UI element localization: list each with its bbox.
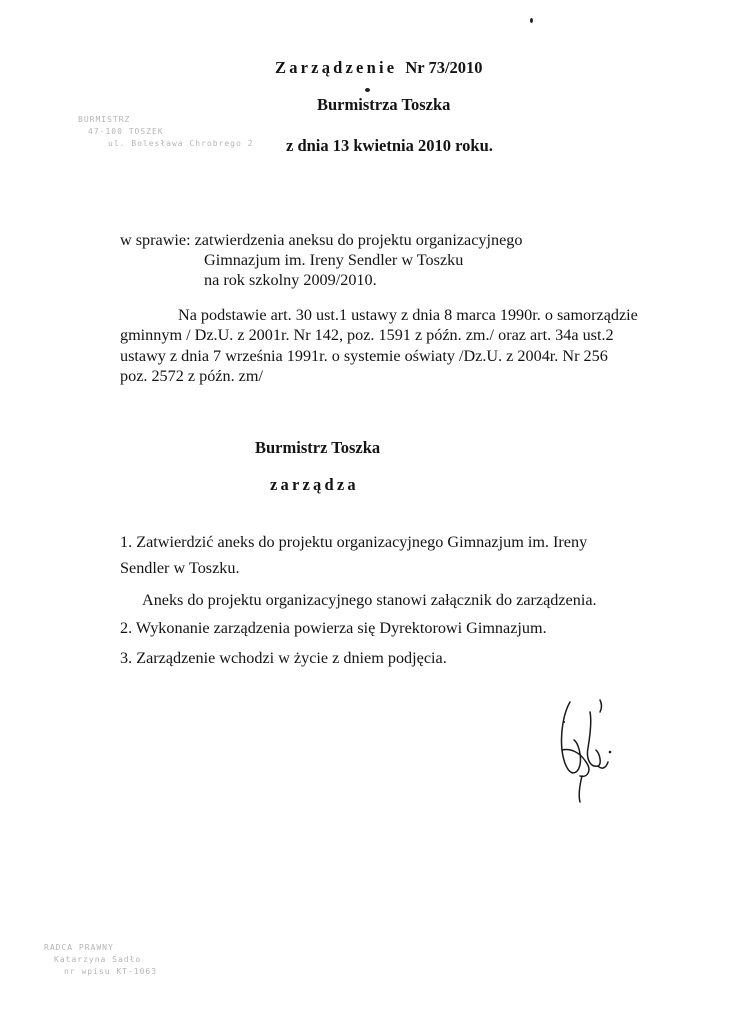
- decree-verb: zarządza: [270, 475, 359, 494]
- date-line: z dnia 13 kwietnia 2010 roku.: [286, 136, 493, 155]
- stamp-line: nr wpisu KT-1063: [64, 967, 158, 976]
- office-stamp: [78, 114, 253, 150]
- ink-speck: [365, 88, 370, 92]
- subject-line: zatwierdzenia aneksu do projektu organizacyjnego: [194, 231, 523, 249]
- decree-authority: Burmistrz Toszka: [255, 438, 381, 457]
- stamp-line: Katarzyna Sadło: [54, 955, 142, 964]
- stamp-line: BURMISTRZ: [78, 115, 131, 124]
- subject-line: Gimnazjum im. Ireny Sendler w Toszku: [204, 251, 464, 269]
- subject-label: w sprawie:: [120, 231, 191, 249]
- stamp-line: 47-100 TOSZEK: [88, 127, 164, 136]
- subject-line: na rok szkolny 2009/2010.: [204, 271, 377, 289]
- document-title: [275, 58, 483, 78]
- stamp-line: RADCA PRAWNY: [44, 943, 114, 952]
- title-prefix: Zarządzenie: [275, 58, 398, 77]
- signature: [540, 692, 630, 812]
- legal-basis-line: Na podstawie art. 30 ust.1 ustawy z dnia 8 marca 1990r. o samorządzie: [178, 306, 638, 324]
- ink-mark: [530, 18, 533, 23]
- issuer-line: Burmistrza Toszka: [317, 95, 451, 114]
- legal-basis-line: poz. 2572 z późn. zm/: [120, 367, 263, 385]
- provision-item-2: 2. Wykonanie zarządzenia powierza się Dyrektorowi Gimnazjum.: [120, 619, 547, 637]
- legal-basis-line: ustawy z dnia 7 września 1991r. o systemie oświaty /Dz.U. z 2004r. Nr 256: [120, 347, 608, 365]
- provision-item-1-continued: Sendler w Toszku.: [120, 559, 240, 577]
- provision-note: Aneks do projektu organizacyjnego stanowi załącznik do zarządzenia.: [142, 591, 597, 609]
- stamp-line: ul. Bolesława Chrobrego 2: [108, 139, 254, 148]
- subject-first-line: [120, 230, 522, 251]
- provision-item-1: 1. Zatwierdzić aneks do projektu organizacyjnego Gimnazjum im. Ireny: [120, 533, 588, 551]
- title-number: Nr 73/2010: [405, 58, 483, 77]
- legal-basis-line: gminnym / Dz.U. z 2001r. Nr 142, poz. 1591 z późn. zm./ oraz art. 34a ust.2: [120, 326, 614, 344]
- provision-item-3: 3. Zarządzenie wchodzi w życie z dniem podjęcia.: [120, 649, 447, 667]
- legal-advisor-stamp: [44, 942, 157, 978]
